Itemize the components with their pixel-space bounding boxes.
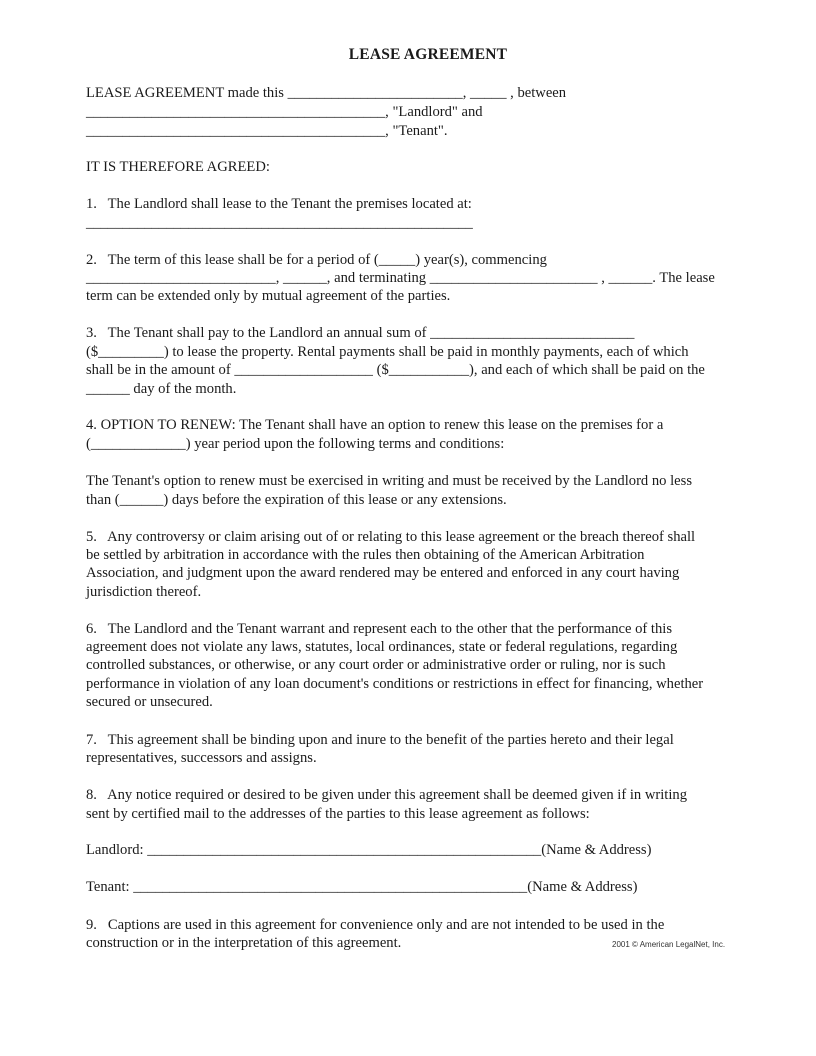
section-9-line-2: construction or in the interpretation of this agreement.	[86, 935, 402, 951]
section-6-line-3: controlled substances, or otherwise, or any court order or administrative order or ruling, nor is such	[86, 657, 666, 673]
agreed-heading: IT IS THEREFORE AGREED:	[86, 159, 270, 175]
section-2-line-1: 2. The term of this lease shall be for a period of (_____) year(s), commencing	[86, 252, 547, 268]
section-3-line-3: shall be in the amount of ___________________ ($___________), and each of which shall be paid on the	[86, 362, 705, 378]
section-5-line-3: Association, and judgment upon the award rendered may be entered and enforced in any court having	[86, 565, 680, 581]
tenant-signature-line: Tenant: ______________________________________________________(Name & Address)	[86, 879, 638, 895]
section-7-line-1: 7. This agreement shall be binding upon and inure to the benefit of the parties hereto and their legal	[86, 732, 674, 748]
section-4b-line-1: The Tenant's option to renew must be exercised in writing and must be received by the Landlord no less	[86, 473, 693, 489]
section-8-line-2: sent by certified mail to the addresses of the parties to this lease agreement as follows:	[86, 806, 590, 822]
document-title: LEASE AGREEMENT	[348, 46, 508, 63]
section-5-line-4: jurisdiction thereof.	[86, 584, 202, 600]
section-3-line-4: ______ day of the month.	[86, 381, 237, 397]
section-8-line-1: 8. Any notice required or desired to be given under this agreement shall be deemed given if in writing	[86, 787, 688, 803]
intro-line-3: _________________________________________, "Tenant".	[86, 123, 448, 139]
section-4-line-2: (_____________) year period upon the following terms and conditions:	[86, 436, 505, 452]
section-6-line-2: agreement does not violate any laws, statutes, local ordinances, state or federal regulations, regarding	[86, 639, 678, 655]
section-5-line-1: 5. Any controversy or claim arising out of or relating to this lease agreement or the breach thereof shall	[86, 529, 696, 545]
copyright-footer: 2001 © American LegalNet, Inc.	[612, 940, 726, 949]
section-1-line-1: 1. The Landlord shall lease to the Tenant the premises located at:	[86, 196, 472, 212]
section-2-line-3: term can be extended only by mutual agreement of the parties.	[86, 288, 451, 304]
landlord-signature-line: Landlord: ______________________________________________________(Name & Address)	[86, 842, 652, 858]
section-4b-line-2: than (______) days before the expiration of this lease or any extensions.	[86, 492, 507, 508]
section-1-line-2: _____________________________________________________	[86, 215, 473, 231]
section-3-line-2: ($_________) to lease the property. Rental payments shall be paid in monthly payments, each of which	[86, 344, 689, 360]
section-3-line-1: 3. The Tenant shall pay to the Landlord an annual sum of ____________________________	[86, 325, 635, 341]
section-5-line-2: be settled by arbitration in accordance with the rules then obtaining of the American Arbitration	[86, 547, 645, 563]
section-6-line-5: secured or unsecured.	[86, 694, 213, 710]
section-7-line-2: representatives, successors and assigns.	[86, 750, 317, 766]
intro-line-1: LEASE AGREEMENT made this ________________________, _____ , between	[86, 85, 567, 101]
section-2-line-2: __________________________, ______, and terminating _______________________ , ______. The lease	[86, 270, 715, 286]
section-9-line-1: 9. Captions are used in this agreement for convenience only and are not intended to be used in the	[86, 917, 665, 933]
section-4-line-1: 4. OPTION TO RENEW: The Tenant shall have an option to renew this lease on the premises for a	[86, 417, 664, 433]
section-6-line-4: performance in violation of any loan document's conditions or restrictions in effect for financing, whether	[86, 676, 704, 692]
section-6-line-1: 6. The Landlord and the Tenant warrant and represent each to the other that the performance of this	[86, 621, 673, 637]
intro-line-2: _________________________________________, "Landlord" and	[86, 104, 483, 120]
